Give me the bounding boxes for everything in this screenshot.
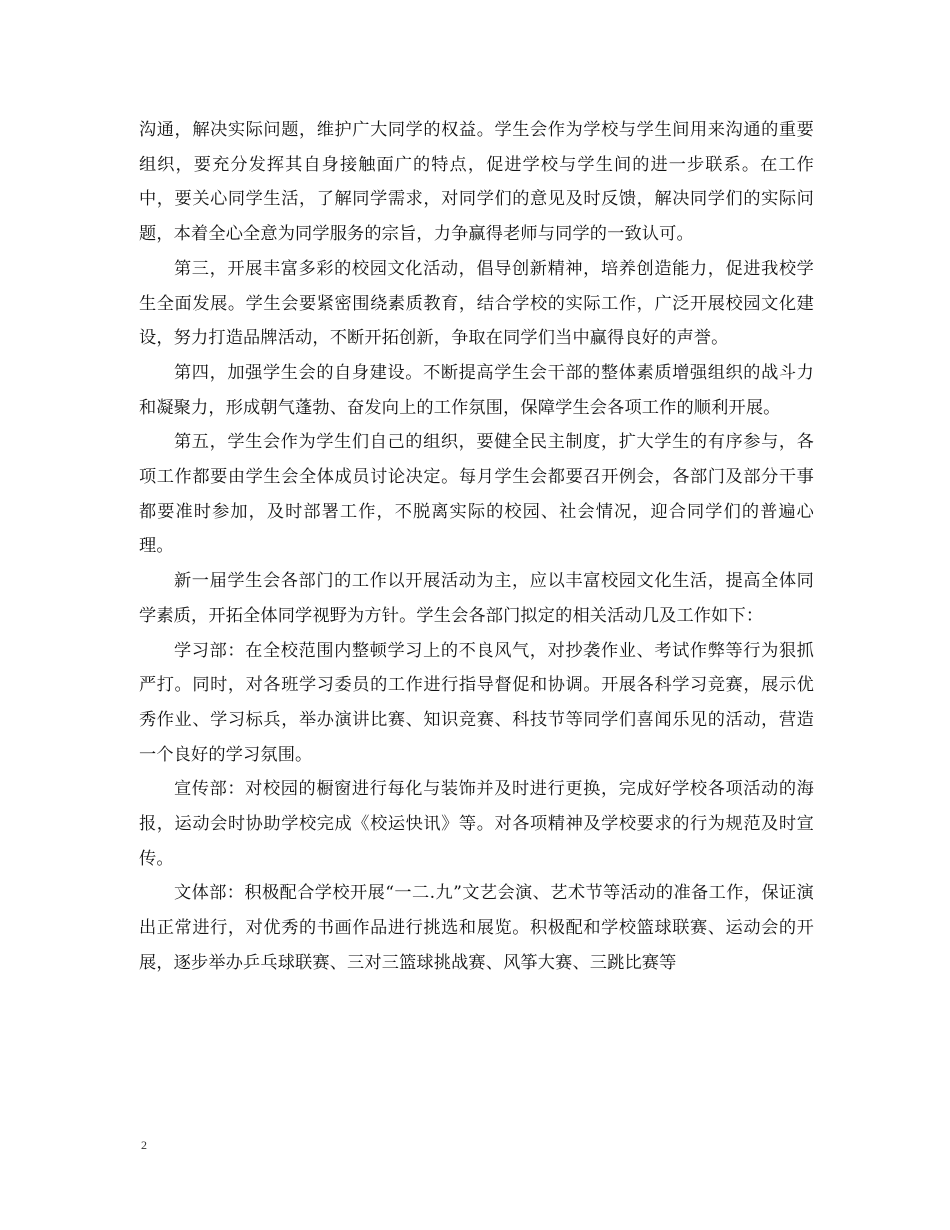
paragraph-3: 第四，加强学生会的自身建设。不断提高学生会干部的整体素质增强组织的战斗力和凝聚力，形成朝气蓬勃、奋发向上的工作氛围，保障学生会各项工作的顺利开展。 [139,362,814,418]
paragraph-1: 沟通，解决实际问题，维护广大同学的权益。学生会作为学校与学生间用来沟通的重要组织，要充分发挥其自身接触面广的特点，促进学校与学生间的进一步联系。在工作中，要关心同学生活，了解同学需求，对同学们的意见及时反馈，解决同学们的实际问题，本着全心全意为同学服务的宗旨，力争赢得老师与同学的一致认可。 [139,120,814,245]
paragraph-6: 学习部：在全校范围内整顿学习上的不良风气，对抄袭作业、考试作弊等行为狠抓严打。同时，对各班学习委员的工作进行指导督促和协调。开展各科学习竞赛，展示优秀作业、学习标兵，举办演讲比赛、知识竞赛、科技节等同学们喜闻乐见的活动，营造一个良好的学习氛围。 [139,640,814,765]
paragraph-8: 文体部：积极配合学校开展“一二.九”文艺会演、艺术节等活动的准备工作，保证演出正常进行，对优秀的书画作品进行挑选和展览。积极配和学校篮球联赛、运动会的开展，逐步举办乒乓球联赛、三对三篮球挑战赛、风筝大赛、三跳比赛等 [139,883,814,973]
paragraph-2: 第三，开展丰富多彩的校园文化活动，倡导创新精神，培养创造能力，促进我校学生全面发展。学生会要紧密围绕素质教育，结合学校的实际工作，广泛开展校园文化建设，努力打造品牌活动，不断开拓创新，争取在同学们当中赢得良好的声誉。 [139,258,814,349]
document-body [139,113,814,981]
paragraph-7: 宣传部：对校园的橱窗进行每化与装饰并及时进行更换，完成好学校各项活动的海报，运动会时协助学校完成《校运快讯》等。对各项精神及学校要求的行为规范及时宣传。 [139,779,814,869]
paragraph-4: 第五，学生会作为学生们自己的组织，要健全民主制度，扩大学生的有序参与，各项工作都要由学生会全体成员讨论决定。每月学生会都要召开例会，各部门及部分干事都要准时参加，及时部署工作，不脱离实际的校园、社会情况，迎合同学们的普遍心理。 [139,432,814,557]
paragraph-5: 新一届学生会各部门的工作以开展活动为主，应以丰富校园文化生活，提高全体同学素质，开拓全体同学视野为方针。学生会各部门拟定的相关活动几及工作如下： [139,571,814,626]
page-number: 2 [141,1138,147,1152]
